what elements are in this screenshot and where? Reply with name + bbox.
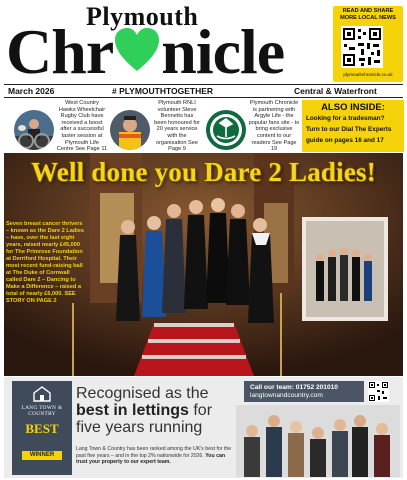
advert-headline-2-rest: for [188, 402, 213, 419]
advert-team-photo [236, 405, 400, 477]
advert-website[interactable]: langtownandcountry.com [250, 392, 323, 399]
see-story-link[interactable]: SEE STORY ON PAGE 2 [6, 291, 76, 304]
also-inside-line-3: guide on pages 16 and 17 [306, 137, 384, 144]
teaser-rnli-text[interactable]: Plymouth RNLI volunteer Steve Bennetts has been honoured for 20 years service with the organisation See Page 9 [154, 100, 200, 153]
also-inside-line-1: Looking for a tradesman? [306, 115, 385, 122]
qr-promo-box[interactable] [333, 6, 403, 82]
advert-brand-panel [12, 381, 72, 475]
award-winner-text: WINNER [22, 451, 62, 460]
lead-headline: Well done you Dare 2 Ladies! [31, 157, 376, 187]
date-bar [4, 84, 403, 98]
edition-label: Central & Waterfront [294, 86, 377, 96]
masthead-title-small: Plymouth [86, 2, 199, 31]
teaser-thumb-argyle[interactable] [206, 110, 246, 150]
advert-lang-town-country[interactable] [4, 377, 403, 478]
advert-qr-code-icon[interactable] [368, 381, 389, 402]
house-logo-icon [12, 381, 72, 407]
advert-headline-2 [76, 402, 212, 420]
advert-phone[interactable]: Call our team: 01752 201010 [250, 384, 338, 391]
lead-photo[interactable] [4, 153, 403, 376]
advert-headline-2-bold: best in lettings [76, 402, 189, 419]
issue-date: March 2026 [8, 86, 55, 96]
also-inside-title: ALSO INSIDE: [321, 102, 385, 113]
advert-body-text: Lang Town & Country has been ranked among the UK's best for the past five years – and in the top 2% nationwide for 2026. [76, 446, 232, 459]
qr-code-icon[interactable] [341, 26, 383, 68]
hashtag: # PLYMOUTHTOGETHER [112, 86, 214, 96]
teaser-rugby-text[interactable]: West Country Hawks Wheelchair Rugby Club have received a boost after a successful taster session at Plymouth Life Centre See Page 11 [56, 100, 108, 153]
qr-promo-title: READ AND SHARE MORE LOCAL NEWS [340, 8, 396, 21]
masthead-title-post: nicle [161, 16, 285, 87]
advert-headline-3: five years running [76, 419, 203, 436]
heart-icon [114, 27, 160, 75]
lead-caption [6, 221, 87, 305]
award-best-text: BEST [25, 421, 59, 436]
advert-headline-1: Recognised as the [76, 385, 209, 402]
masthead [0, 0, 407, 87]
teaser-thumb-rnli[interactable] [110, 110, 150, 150]
teaser-argyle-text[interactable]: Plymouth Chronicle is partnering with Argyle Life - the popular fans site - to bring exclusive content to our readers See Page 19 [248, 100, 300, 153]
teaser-thumb-rugby[interactable] [14, 110, 54, 150]
advert-call-bar[interactable] [244, 381, 364, 402]
masthead-title-pre: Chr [6, 16, 114, 87]
also-inside-line-2: Turn to our Dial The Experts [306, 126, 392, 133]
advert-body-bold: You can trust your property to our expert team. [76, 452, 226, 466]
qr-promo-url[interactable]: plymouthchronicle.co.uk [343, 72, 393, 77]
advert-body [76, 446, 236, 466]
lead-caption-text: Seven breast cancer thrivers – known as the Dare 2 Ladies – have, over the last eight years, raised nearly £45,000 for The Primrose Foundation at Derriford Hospital. Their most recent fund-raising ball at The Duke of Cornwall called Dare 2 – Dancing to Make a Difference – raised a total of nearly £6,000. [6, 221, 85, 297]
also-inside-box[interactable] [302, 100, 404, 152]
advert-brand-name: LANG TOWN & COUNTRY [21, 405, 63, 417]
